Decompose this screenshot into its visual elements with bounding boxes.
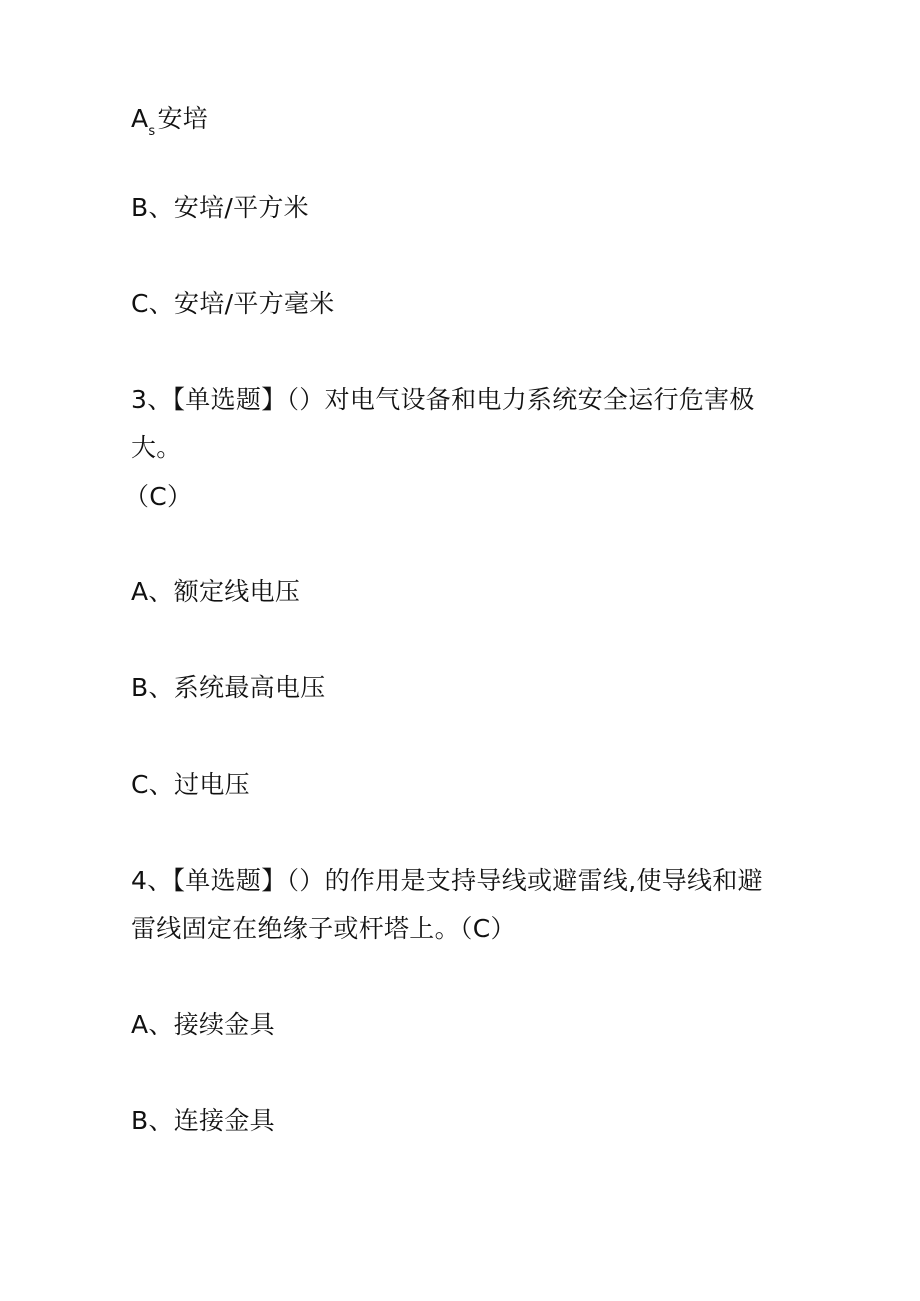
q3-option-b: B、系统最高电压 — [131, 673, 326, 702]
q2-option-a-letter: A — [131, 104, 149, 133]
q2-option-a-subscript: s — [148, 124, 156, 139]
q2-option-c: C、安培/平方毫米 — [131, 289, 335, 318]
q3-option-c: C、过电压 — [131, 770, 250, 799]
q4-stem-line2: 雷线固定在绝缘子或杆塔上。（C） — [131, 914, 516, 943]
q2-option-a-text: 安培 — [157, 104, 209, 133]
q3-stem-line1: 3、【单选题】（）对电气设备和电力系统安全运行危害极 — [131, 385, 755, 414]
q3-option-a: A、额定线电压 — [131, 577, 301, 606]
q3-stem-line2: 大。 — [131, 433, 182, 462]
q4-option-b: B、连接金具 — [131, 1106, 275, 1135]
q2-option-a — [131, 102, 208, 141]
q4-stem-line1: 4、【单选题】（）的作用是支持导线或避雷线,使导线和避 — [131, 866, 763, 895]
q3-answer: （C） — [124, 482, 193, 511]
q4-option-a: A、接续金具 — [131, 1010, 275, 1039]
q2-option-b: B、安培/平方米 — [131, 193, 309, 222]
